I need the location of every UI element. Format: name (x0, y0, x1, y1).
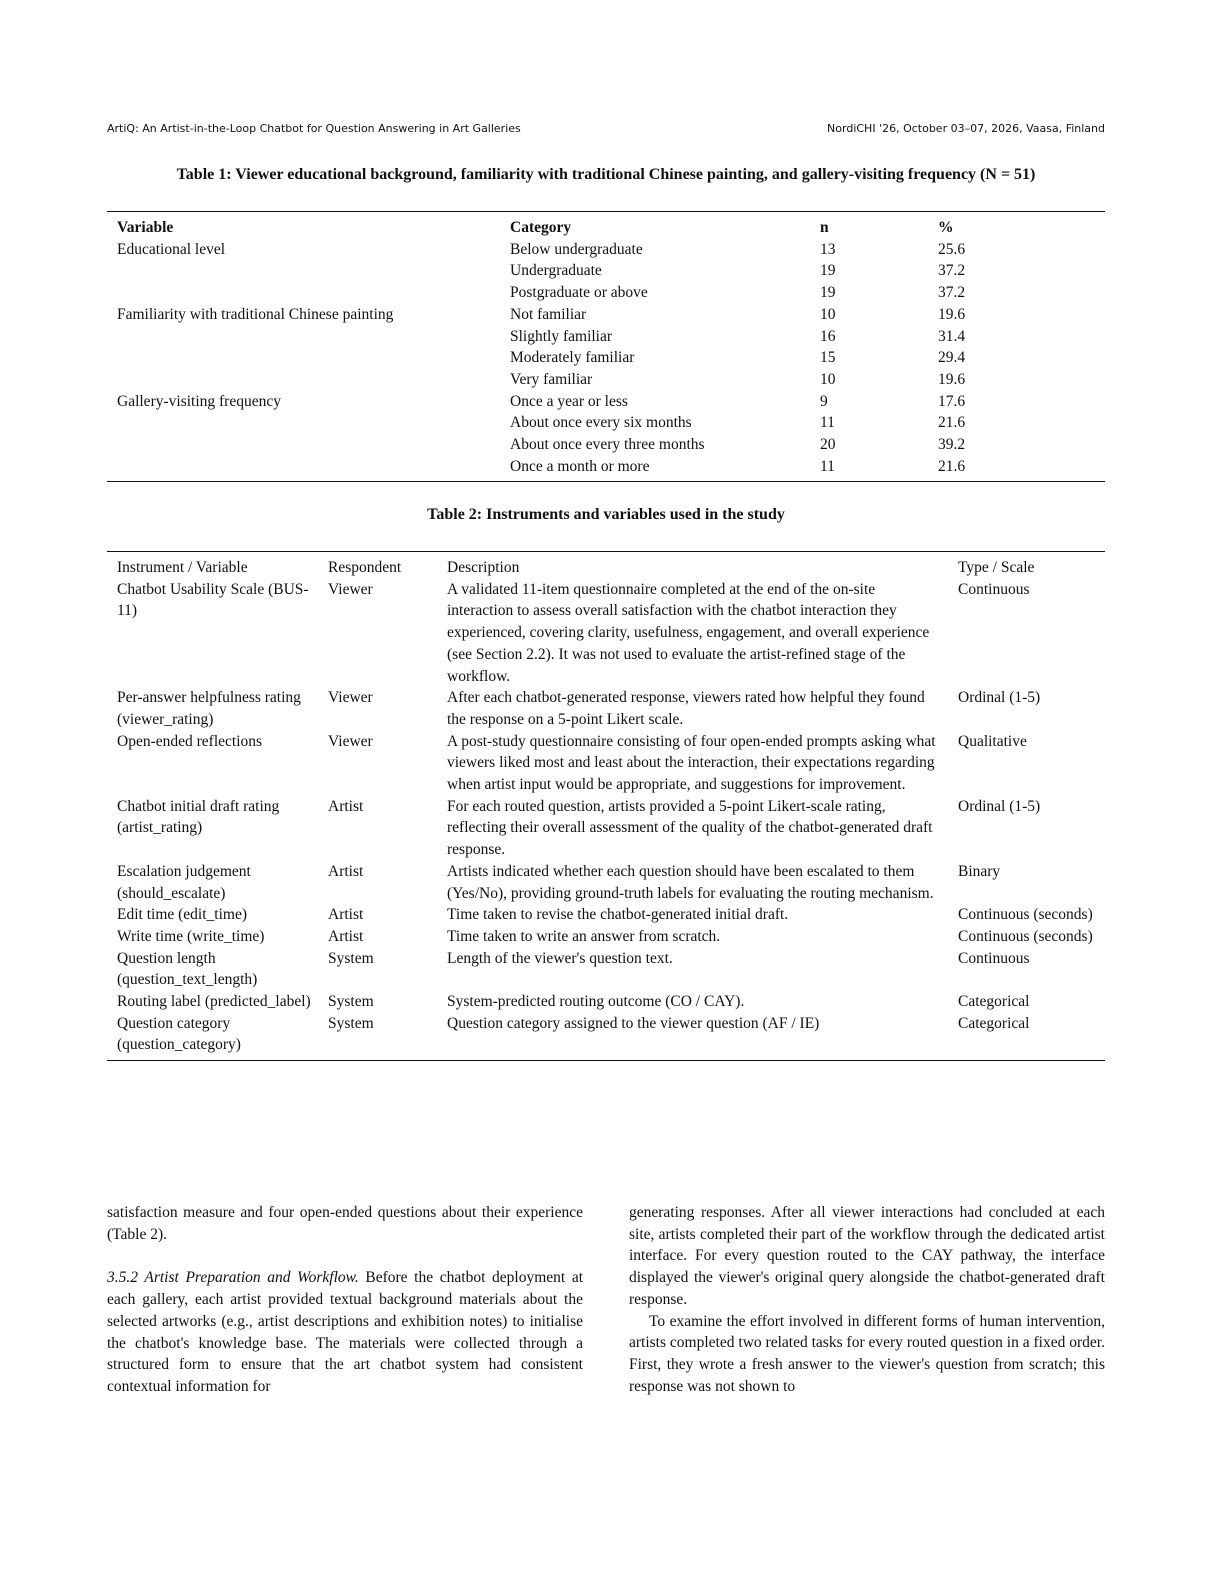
table2-cell: Routing label (predicted_label) (117, 993, 311, 1011)
table1-cell: 10 (820, 305, 836, 323)
table2 (107, 551, 1105, 1061)
table1-header-cell: n (820, 219, 829, 236)
table2-row (107, 1013, 1105, 1061)
table1-row (107, 304, 1105, 326)
table2-cell: A post-study questionnaire consisting of four open-ended prompts asking what viewers liked most and least about the interaction, their expectations regarding when artist input would be appropriate, and suggestions for improvement. (447, 732, 936, 794)
table2-cell: Length of the viewer's question text. (447, 949, 673, 967)
table2-cell: Artist (328, 906, 364, 924)
table1-row (107, 326, 1105, 348)
table2-row (107, 861, 1105, 904)
table2-row (107, 926, 1105, 948)
table1-cell: 17.6 (938, 392, 966, 410)
table1-cell: Slightly familiar (510, 327, 613, 345)
table2-cell: Per-answer helpfulness rating (viewer_rating) (117, 689, 301, 728)
table2-cell: Qualitative (958, 732, 1027, 750)
table1-cell: Not familiar (510, 305, 587, 323)
header-venue: NordiCHI '26, October 03–07, 2026, Vaasa, Finland (827, 122, 1105, 135)
header-title: ArtiQ: An Artist-in-the-Loop Chatbot for Question Answering in Art Galleries (107, 122, 521, 135)
table1-cell: Below undergraduate (510, 240, 643, 258)
table2-cell: Artist (328, 927, 364, 945)
table1-cell: 11 (820, 457, 835, 475)
table1-cell: 25.6 (938, 240, 966, 258)
table2-cell: Edit time (edit_time) (117, 906, 247, 924)
table2-row (107, 687, 1105, 730)
table2-cell: Viewer (328, 580, 373, 598)
table2-cell: Categorical (958, 993, 1030, 1011)
table2-cell: Question category (question_category) (117, 1014, 241, 1054)
table2-cell: Continuous (seconds) (958, 927, 1093, 945)
table1-row (107, 456, 1105, 482)
table1-cell: 16 (820, 327, 836, 345)
table2-header-cell: Type / Scale (958, 559, 1035, 576)
table2-cell: Ordinal (1-5) (958, 797, 1041, 815)
table2-cell: Continuous (seconds) (958, 906, 1093, 924)
table2-cell: Chatbot Usability Scale (BUS-11) (117, 580, 309, 620)
table2-cell: A validated 11-item questionnaire completed at the end of the on-site interaction to assess overall satisfaction with the chatbot interaction they experienced, covering clarity, usefulness, engagement, and overall experience (see Section 2.2). It was not used to evaluate the artist-refined stage of the workflow. (447, 580, 930, 685)
table1-row (107, 369, 1105, 391)
table2-cell: Write time (write_time) (117, 927, 265, 945)
table2-header-cell: Respondent (328, 559, 402, 576)
table2-body (107, 579, 1105, 1061)
table1-cell: Postgraduate or above (510, 284, 648, 302)
table2-cell: Chatbot initial draft rating (artist_rating) (117, 797, 280, 837)
table1-cell (107, 456, 500, 482)
table2-row (107, 731, 1105, 796)
table1 (107, 211, 1105, 482)
table1-cell: Familiarity with traditional Chinese painting (117, 305, 394, 323)
table1-cell: 19 (820, 262, 836, 280)
table1-cell: 39.2 (938, 436, 966, 454)
table1-cell: Once a month or more (510, 457, 650, 475)
table2-cell: Continuous (958, 580, 1030, 598)
table2-row (107, 579, 1105, 688)
table1-cell: 20 (820, 436, 836, 454)
table2-cell: Artist (328, 797, 364, 815)
table1-row (107, 347, 1105, 369)
table1-cell: 19.6 (938, 305, 966, 323)
table1-cell (107, 369, 500, 391)
table1-caption: Table 1: Viewer educational background, familiarity with traditional Chinese painting, and gallery-visiting frequency (N = 51) (176, 166, 1036, 183)
table2-cell: Binary (958, 862, 1001, 880)
table1-header-cell: Variable (117, 219, 174, 236)
table2-cell: For each routed question, artists provided a 5-point Likert-scale rating, reflecting their overall assessment of the quality of the chatbot-generated draft response. (447, 797, 933, 859)
table1-cell (107, 434, 500, 456)
table2-cell: System (328, 1014, 374, 1032)
table2-row (107, 991, 1105, 1013)
table1-cell: About once every six months (510, 414, 692, 432)
table1-row (107, 260, 1105, 282)
paragraph: To examine the effort involved in different forms of human intervention, artists completed two related tasks for every routed question in a fixed order. First, they wrote a fresh answer to the viewer's question from scratch; this response was not shown to (629, 1312, 1105, 1395)
table1-header-row (107, 212, 1105, 239)
table1-cell: Gallery-visiting frequency (117, 392, 281, 410)
table1-header-cell: % (938, 219, 954, 236)
table2-cell: Artist (328, 862, 364, 880)
table1-cell: 15 (820, 349, 836, 367)
table1-cell: 10 (820, 370, 836, 388)
subsection-heading: 3.5.2 Artist Preparation and Workflow. (107, 1269, 359, 1287)
table1-cell (107, 260, 500, 282)
table1-row (107, 239, 1105, 261)
running-header (107, 122, 1105, 138)
right-column (629, 1202, 1105, 1397)
table2-cell: Viewer (328, 689, 373, 707)
paragraph (107, 1267, 583, 1397)
table2-cell: Categorical (958, 1014, 1030, 1032)
table1-row (107, 412, 1105, 434)
table1-cell: 19.6 (938, 370, 966, 388)
table1-cell: Moderately familiar (510, 349, 635, 367)
table2-cell: Time taken to write an answer from scratch. (447, 927, 721, 945)
table2-cell: Continuous (958, 949, 1030, 967)
table1-cell: 19 (820, 284, 836, 302)
table1-cell (107, 282, 500, 304)
table1-cell: 11 (820, 414, 835, 432)
table2-header-cell: Instrument / Variable (117, 559, 248, 576)
table1-cell: 21.6 (938, 457, 966, 475)
table2-cell: Artists indicated whether each question should have been escalated to them (Yes/No), providing ground-truth labels for evaluating the routing mechanism. (447, 862, 934, 902)
table1-cell (107, 347, 500, 369)
table2-cell: Question category assigned to the viewer question (AF / IE) (447, 1014, 820, 1032)
table1-cell: Educational level (117, 240, 226, 258)
table2-cell: Escalation judgement (should_escalate) (117, 862, 251, 902)
table2-cell: After each chatbot-generated response, viewers rated how helpful they found the response on a 5-point Likert scale. (447, 689, 925, 728)
table1-header-cell: Category (510, 219, 572, 236)
table2-cell: Ordinal (1-5) (958, 689, 1041, 707)
paragraph-text: Before the chatbot deployment at each gallery, each artist provided textual background materials about the selected artworks (e.g., artist descriptions and exhibition notes) to initialise the chatbot's knowledge base. The materials were collected through a structured form to ensure that the art chatbot system had consistent contextual information for (107, 1269, 584, 1395)
table1-body (107, 239, 1105, 482)
paragraph: satisfaction measure and four open-ended questions about their experience (Table 2). (107, 1204, 583, 1243)
table2-cell: System-predicted routing outcome (CO / CAY). (447, 993, 745, 1011)
table1-row (107, 434, 1105, 456)
table2-row (107, 948, 1105, 991)
table2-cell: Viewer (328, 732, 373, 750)
table2-cell: Question length (question_text_length) (117, 949, 258, 989)
table1-cell: 21.6 (938, 414, 966, 432)
table1-cell: 31.4 (938, 327, 966, 345)
paragraph: generating responses. After all viewer interactions had concluded at each site, artists completed their part of the workflow through the dedicated artist interface. For every question routed to the CAY pathway, the interface displayed the viewer's original query alongside the chatbot-generated draft response. (629, 1204, 1105, 1308)
table1-cell: Once a year or less (510, 392, 628, 410)
table2-cell: Time taken to revise the chatbot-generated initial draft. (447, 906, 789, 924)
table2-cell: System (328, 993, 374, 1011)
table2-cell: System (328, 949, 374, 967)
table1-cell (107, 326, 500, 348)
left-column (107, 1202, 583, 1398)
table1-row (107, 282, 1105, 304)
table1-cell: Very familiar (510, 370, 593, 388)
table2-caption: Table 2: Instruments and variables used in the study (427, 506, 785, 523)
table1-cell: 37.2 (938, 284, 966, 302)
table1-cell: 29.4 (938, 349, 966, 367)
table2-header-row (107, 552, 1105, 579)
table1-cell: 9 (820, 392, 828, 410)
table1-cell: 37.2 (938, 262, 966, 280)
table2-cell: Open-ended reflections (117, 732, 263, 750)
table1-row (107, 391, 1105, 413)
table1-cell: 13 (820, 240, 836, 258)
table1-cell: About once every three months (510, 436, 705, 454)
table2-header-cell: Description (447, 559, 520, 576)
table2-row (107, 796, 1105, 861)
table1-cell (107, 412, 500, 434)
table1-cell: Undergraduate (510, 262, 602, 280)
table2-row (107, 904, 1105, 926)
